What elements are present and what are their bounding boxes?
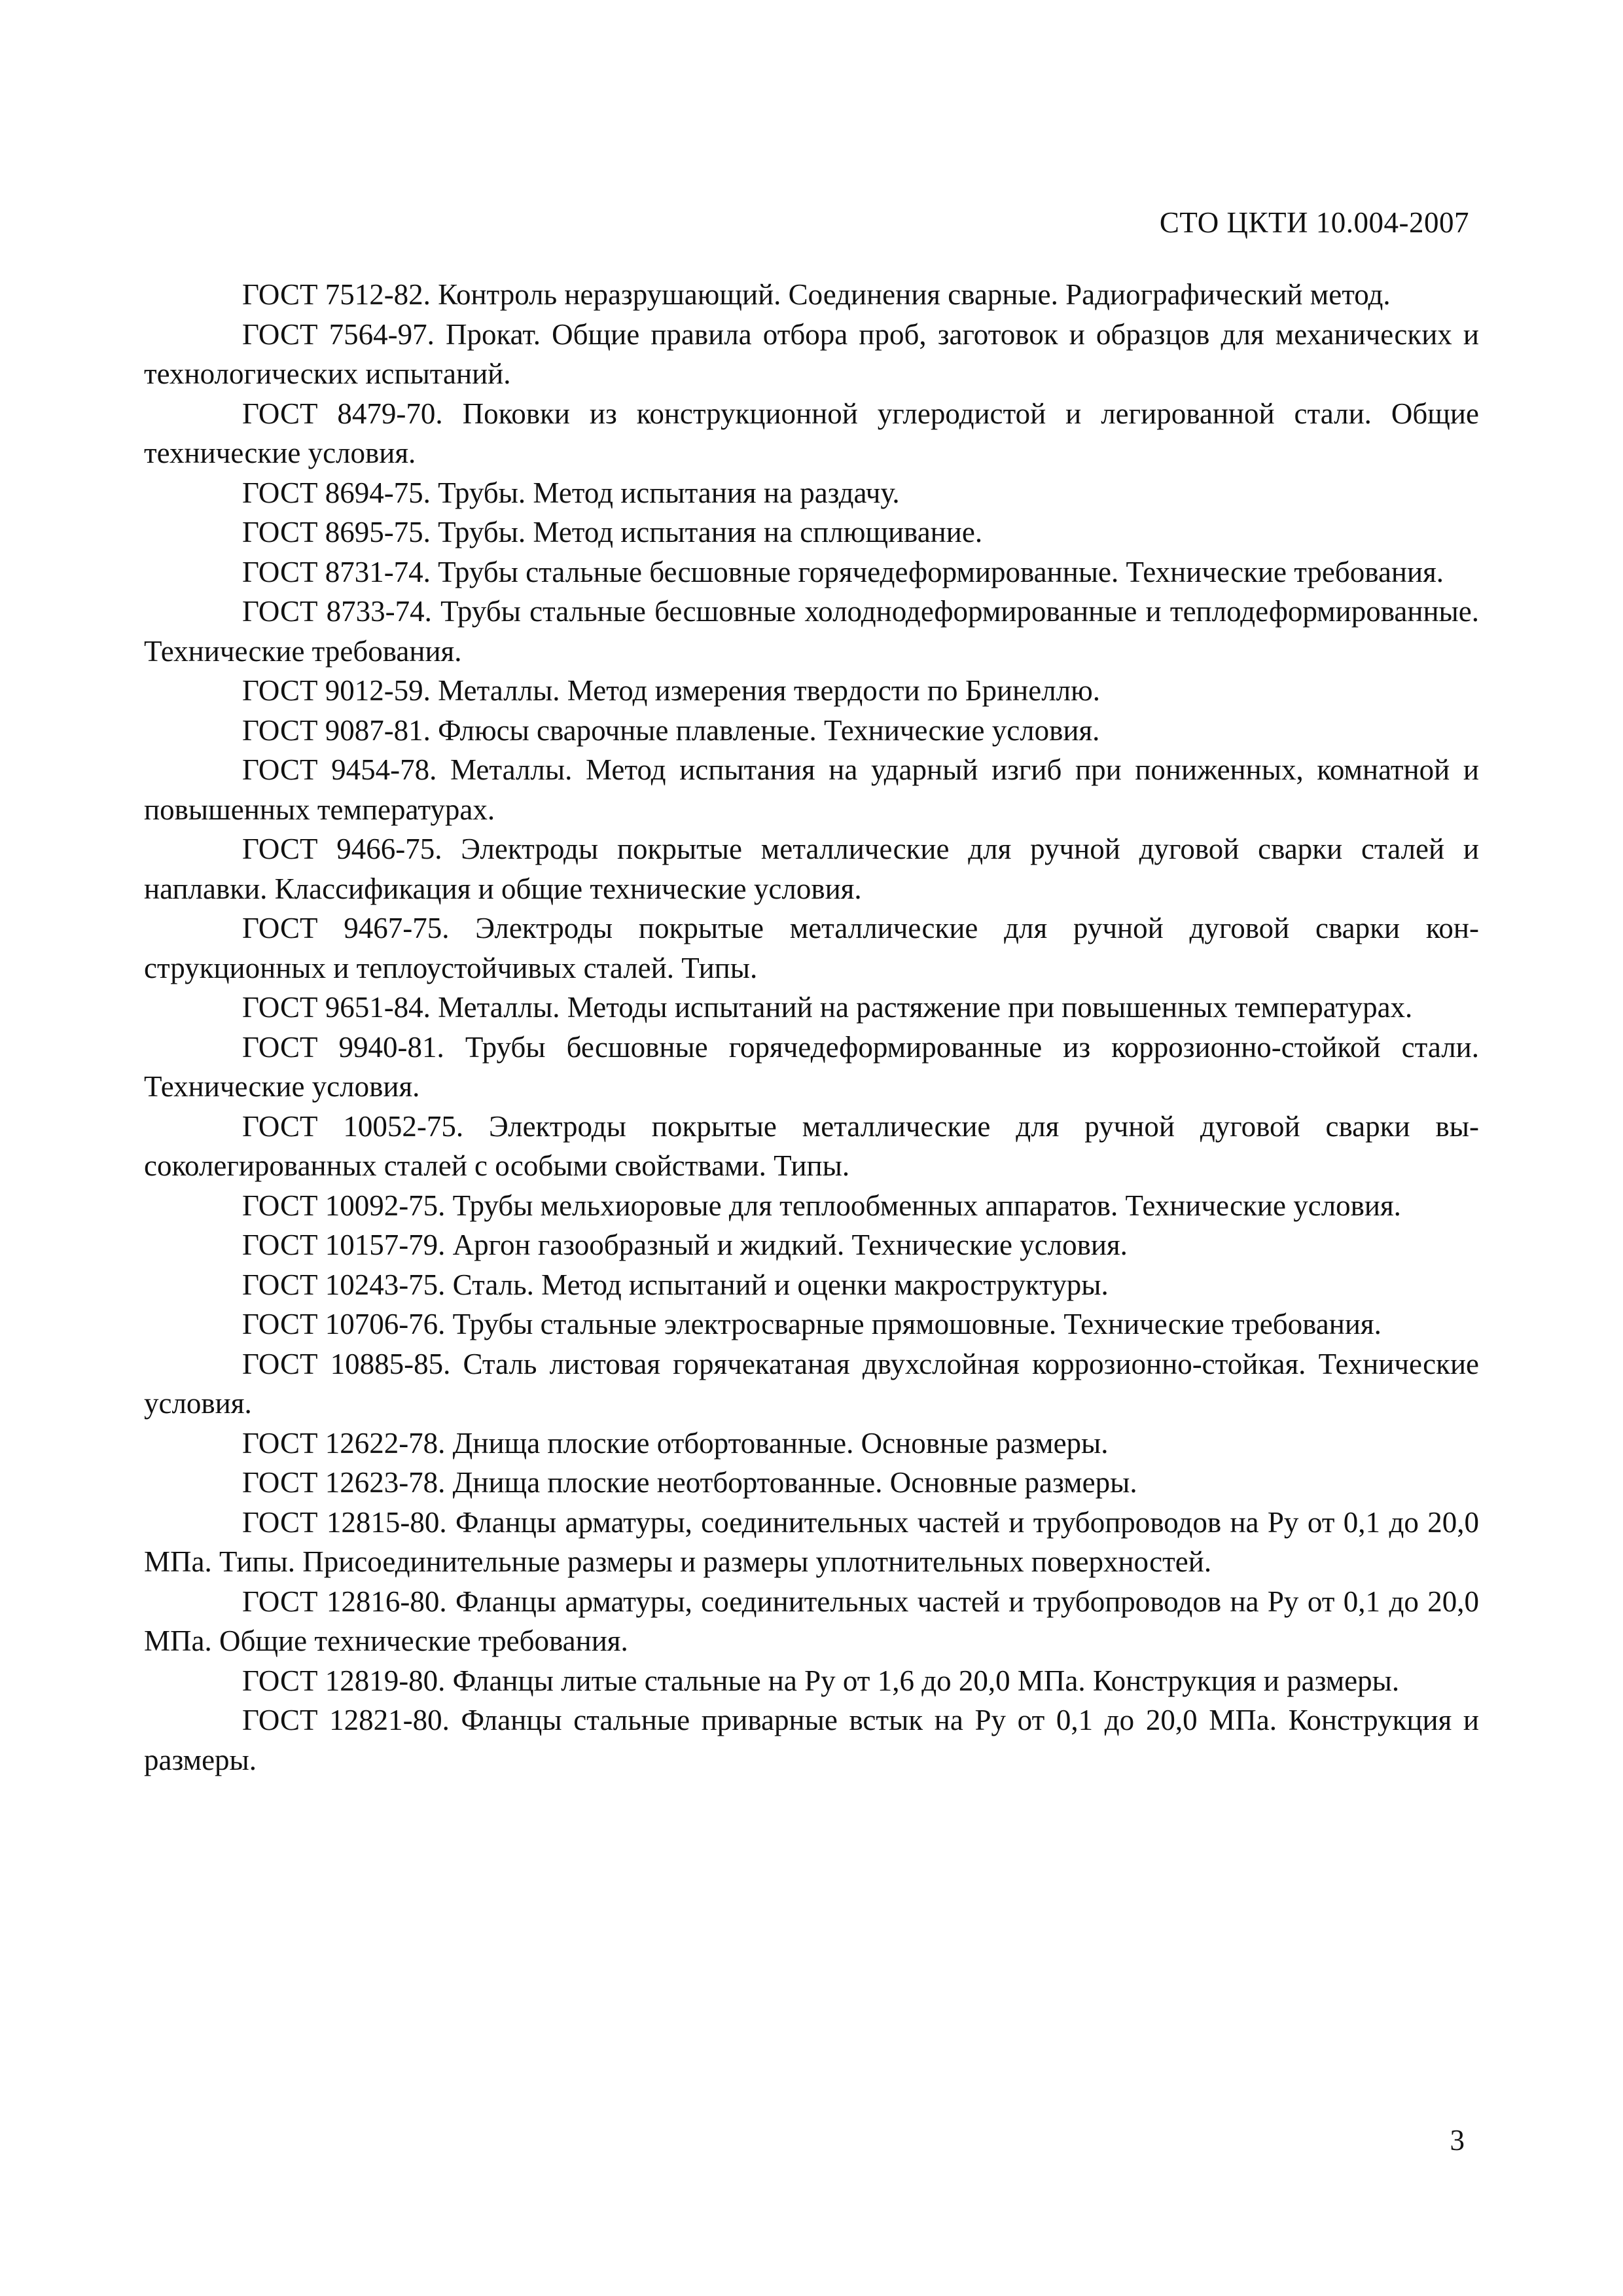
standard-entry: ГОСТ 12816-80. Фланцы арматуры, соединительных частей и трубопроводов на Ру от 0,1 до 20,0 МПа. Общие технические требования. (144, 1585, 1479, 1657)
standards-list (144, 275, 1479, 1780)
standard-entry: ГОСТ 9087-81. Флюсы сварочные плавленые. Технические условия. (242, 713, 1100, 747)
standard-entry: ГОСТ 12821-80. Фланцы стальные приварные встык на Ру от 0,1 до 20,0 МПа. Конструкция и размеры. (144, 1704, 1479, 1776)
standard-entry: ГОСТ 10243-75. Сталь. Метод испытаний и оценки макроструктуры. (242, 1268, 1109, 1301)
standard-entry: ГОСТ 12815-80. Фланцы арматуры, соединительных частей и трубопроводов на Ру от 0,1 до 20,0 МПа. Типы. Присоединительные размеры и размеры уплотнительных поверхностей. (144, 1505, 1479, 1578)
standard-entry: ГОСТ 8731-74. Трубы стальные бесшовные горячедеформированные. Технические требования. (242, 555, 1444, 588)
standard-entry: ГОСТ 9467-75. Электроды покрытые металлические для ручной дуговой сварки конструкционных и теплоустойчивых сталей. Типы. (144, 912, 1479, 984)
standard-entry: ГОСТ 8694-75. Трубы. Метод испытания на раздачу. (242, 476, 900, 509)
standard-entry: ГОСТ 12623-78. Днища плоские неотбортованные. Основные размеры. (242, 1466, 1137, 1499)
standard-entry: ГОСТ 8479-70. Поковки из конструкционной углеродистой и легированной стали. Общие технические условия. (144, 397, 1479, 469)
standard-entry: ГОСТ 9012-59. Металлы. Метод измерения твердости по Бринеллю. (242, 674, 1100, 707)
standard-entry: ГОСТ 8695-75. Трубы. Метод испытания на сплющивание. (242, 516, 983, 548)
standard-entry: ГОСТ 9466-75. Электроды покрытые металлические для ручной дуговой сварки сталей и наплавки. Классификация и общие технические условия. (144, 833, 1479, 905)
standard-entry: ГОСТ 7564-97. Прокат. Общие правила отбора проб, заготовок и образцов для механических и технологических испытаний. (144, 317, 1479, 390)
standard-entry: ГОСТ 10052-75. Электроды покрытые металлические для ручной дуговой сварки высоколегированных сталей с особыми свойствами. Типы. (144, 1109, 1479, 1182)
standard-entry: ГОСТ 10157-79. Аргон газообразный и жидкий. Технические условия. (242, 1229, 1128, 1261)
page-number: 3 (1450, 2124, 1465, 2157)
standard-entry: ГОСТ 9454-78. Металлы. Метод испытания на ударный изгиб при пониженных, комнатной и повышенных температурах. (144, 753, 1479, 826)
standard-entry: ГОСТ 9940-81. Трубы бесшовные горячедеформированные из коррозионно-стойкой стали. Технические условия. (144, 1030, 1479, 1103)
standard-entry: ГОСТ 10885-85. Сталь листовая горячекатаная двухслойная коррозионно-стойкая. Технические условия. (144, 1347, 1479, 1420)
standard-entry: ГОСТ 10092-75. Трубы мельхиоровые для теплообменных аппаратов. Технические условия. (242, 1189, 1401, 1222)
standard-entry: ГОСТ 9651-84. Металлы. Методы испытаний на растяжение при повышенных температурах. (242, 991, 1413, 1024)
standard-entry: ГОСТ 10706-76. Трубы стальные электросварные прямошовные. Технические требования. (242, 1308, 1382, 1340)
document-code-header: СТО ЦКТИ 10.004-2007 (1159, 206, 1469, 239)
standard-entry: ГОСТ 7512-82. Контроль неразрушающий. Соединения сварные. Радиографический метод. (242, 278, 1391, 311)
standard-entry: ГОСТ 12819-80. Фланцы литые стальные на Ру от 1,6 до 20,0 МПа. Конструкция и размеры. (242, 1664, 1400, 1697)
standard-entry: ГОСТ 8733-74. Трубы стальные бесшовные холоднодеформированные и теплодеформированные. Технические требования. (144, 595, 1479, 668)
standard-entry: ГОСТ 12622-78. Днища плоские отбортованные. Основные размеры. (242, 1426, 1109, 1460)
